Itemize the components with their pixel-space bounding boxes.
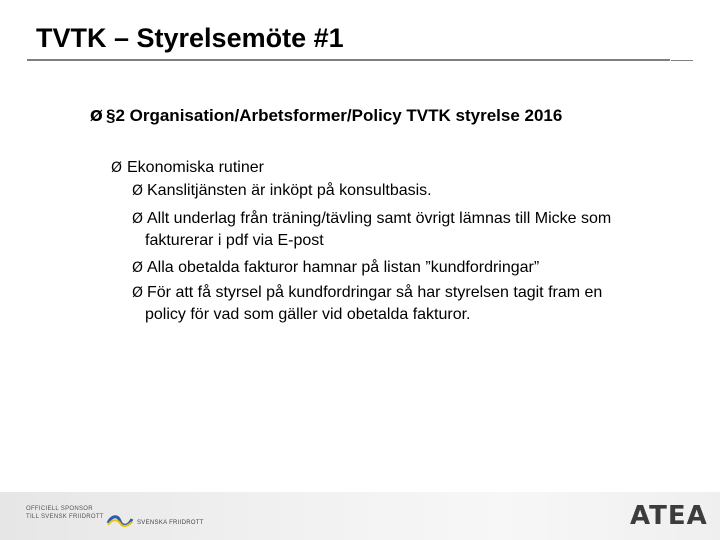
ribbon-logo-icon [106,513,134,534]
bullet-item [132,208,611,230]
bullet-item-continuation: fakturerar i pdf via E-post [145,232,324,249]
bullet-item-continuation: policy för vad som gäller vid obetalda fakturor. [145,306,471,323]
sponsor-text [26,505,104,521]
sponsor-line1: OFFICIELL SPONSOR [26,506,93,512]
bullet-item-text: Alla obetalda fakturor hamnar på listan ”kundfordringar” [147,259,540,276]
federation-text: SVENSKA FRIIDROTT [137,520,204,526]
title-underline-tail [671,60,693,61]
bullet-item-text: För att få styrsel på kundfordringar så har styrelsen tagit fram en [147,284,603,301]
bullet-item [132,282,602,304]
bullet-level2-text: Ekonomiska rutiner [127,159,264,176]
arrow-bullet-icon: Ø [132,285,144,301]
arrow-bullet-icon: Ø [132,260,144,276]
arrow-bullet-icon: Ø [111,160,123,176]
slide-title: TVTK – Styrelsemöte #1 [36,23,344,53]
bullet-level2 [111,157,264,179]
bullet-level1-text: §2 Organisation/Arbetsformer/Policy TVTK styrelse 2016 [106,106,563,125]
arrow-bullet-icon: Ø [90,107,103,125]
title-underline [27,59,670,61]
bullet-item [132,180,432,202]
arrow-bullet-icon: Ø [132,183,144,199]
bullet-item [132,257,539,279]
arrow-bullet-icon: Ø [132,211,144,227]
atea-logo: ATEA [630,501,708,531]
sponsor-line2: TILL SVENSK FRIIDROTT [26,514,104,520]
bullet-level1 [90,105,562,127]
bullet-item-text: Kanslitjänsten är inköpt på konsultbasis. [147,182,432,199]
bullet-item-text: Allt underlag från träning/tävling samt övrigt lämnas till Micke som [147,210,612,227]
